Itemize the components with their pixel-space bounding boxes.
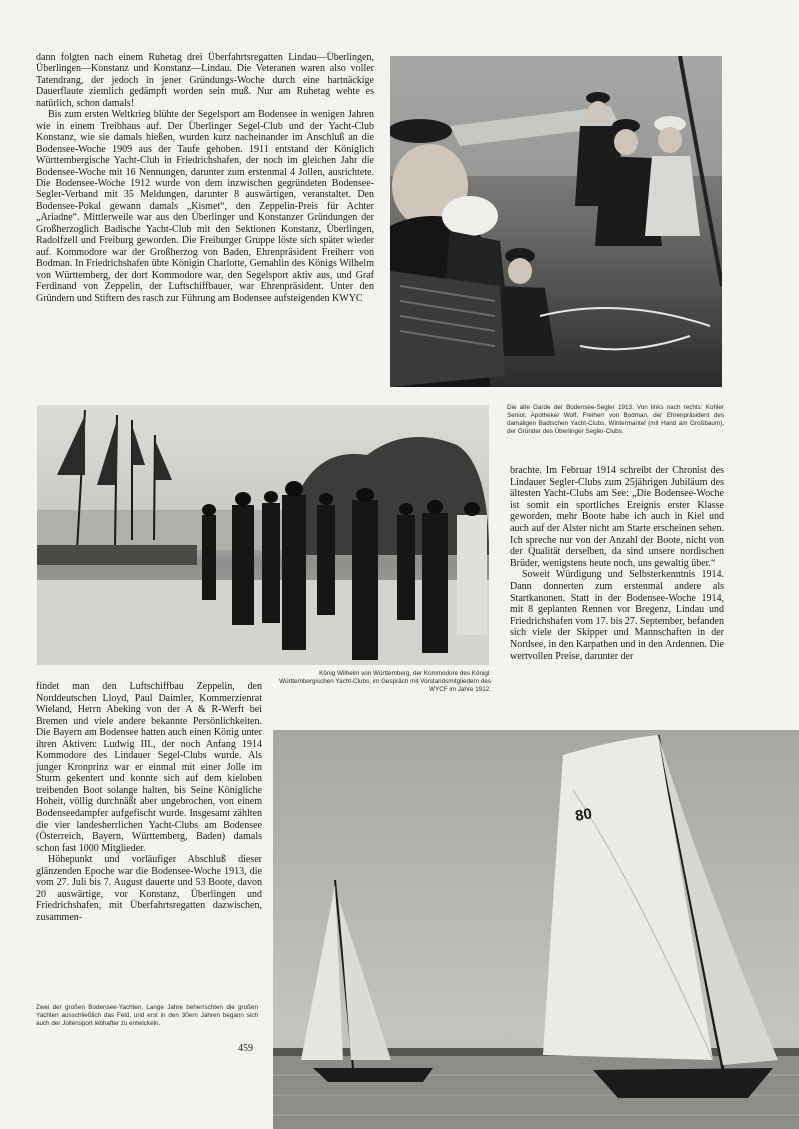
photo-two-yachts	[273, 730, 799, 1129]
text-column-right	[510, 465, 724, 662]
caption-photo-2: König Wilhelm von Württemberg, der Kommodore des Königl. Württembergischen Yacht-Clubs, im Gespräch mit Vorstandsmitgliedern des WYCF im Jahre 1912.	[279, 670, 491, 693]
photo-king-wilhelm-meeting	[37, 405, 489, 665]
paragraph: dann folgten nach einem Ruhetag drei Überfahrtsregatten Lindau—Überlingen, Überlingen—Konstanz und Konstanz—Lindau. Die Veteranen waren also voller Tatendrang, der jedoch in jener Gründungs-Woche durch eine hartnäckige Dauerflaute ziemlich gedämpft worden sein muß. Nur am Ruhetag wehte es natürlich, schon damals!	[36, 52, 374, 109]
sail-number: 80	[573, 805, 594, 825]
paragraph: brachte. Im Februar 1914 schreibt der Chronist des Lindauer Segler-Clubs zum 25jährigen Jubiläum des ältesten Yacht-Clubs am See: „Die Bodensee-Woche ist somit ein sportliches Ereignis erster Klasse geworden, mehr Boote habe ich auch in Kiel und auch auf der Alster nicht am Starte erscheinen sehen. Ich spreche nur von der Anzahl der Boote, nicht von der Qualität derselben, da sind unsere nordischen Brüder, wenigstens heute noch, uns gewaltig über.“	[510, 465, 724, 569]
text-column-top-left	[36, 52, 374, 304]
paragraph: Soweit Würdigung und Selbsterkenntnis 1914. Dann donnerten zum erstenmal andere als Startkanonen. Statt in der Bodensee-Woche 1914, mit 8 geplanten Rennen vor Bregenz, Lindau und Friedrichshafen vom 17. bis 27. September, befanden sich viele der Skipper und Mannschaften in der Nordsee, in den Karpathen und in den Ardennen. Die wertvollen Preise, darunter der	[510, 569, 724, 662]
page-number: 459	[238, 1043, 253, 1054]
caption-photo-1: Die alte Garde der Bodensee-Segler 1913. Von links nach rechts: Kohler Senior, Apotheker Wolf, Freiherr von Bodman, der Ehrenpräsident des damaligen Badischen Yacht-Clubs, Wintermantel (mit Hand am Großbaum), der Gründer des Überlinger Segler-Clubs.	[507, 404, 724, 435]
text-column-bottom-left	[36, 681, 262, 923]
paragraph: Höhepunkt und vorläufiger Abschluß dieser glänzenden Epoche war die Bodensee-Woche 1913, die vom 27. Juli bis 7. August dauerte und 53 Boote, davon 20 auswärtige, vor Konstanz, Überlingen und Friedrichshafen, mit Überfahrtsregatten dazwischen, zusammen-	[36, 854, 262, 923]
photo-old-guard-sailors	[390, 56, 722, 387]
paragraph: findet man den Luftschiffbau Zeppelin, den Norddeutschen Lloyd, Paul Daimler, Kommerzienrat Wieland, Herrn Abeking von der A & R-Werft bei Bremen und viele andere bekannte Persönlichkeiten. Die Bayern am Bodensee hatten auch einen König unter ihren Aktiven: Ludwig III., der noch Anfang 1914 Kommodore des Lindauer Segel-Clubs wurde. Als junger Kronprinz war er einmal mit einer Jolle im Sturm gekentert und konnte sich auf dem kieloben treibenden Boot solange halten, bis Seine Königliche Hoheit, völlig durchnäßt aber ungebrochen, von einem Bodenseedampfer aufgefischt wurde. Insgesamt zählten die vier landesherrlichen Yacht-Clubs am Bodensee (Österreich, Bayern, Württemberg, Baden) damals schon fast 1000 Mitglieder.	[36, 681, 262, 854]
caption-photo-3: Zwei der großen Bodensee-Yachten. Lange Jahre beherrschten die großen Yachten ausschließlich das Feld, und erst in den 30ern Jahren begann sich auch der Jollensport lebhafter zu entwickeln.	[36, 1004, 258, 1027]
paragraph: Bis zum ersten Weltkrieg blühte der Segelsport am Bodensee in wenigen Jahren wie in einem Treibhaus auf. Der Überlinger Segel-Club und der Yacht-Club Konstanz, wie sie damals hießen, wurden kurz nacheinander im Anschluß an die Bodensee-Woche 1909 aus der Taufe gehoben. 1911 entstand der Königlich Württembergische Yacht-Club in Friedrichshafen, der noch im gleichen Jahr die Bodensee-Woche mit 16 Nennungen, darunter zum erstenmal 4 Jollen, ausrichtete. Die Bodensee-Woche 1912 wurde von dem inzwischen gegründeten Bodensee-Segler-Verband mit 35 Meldungen, darunter 8 auswärtigen, veranstaltet. Den Bodensee-Pokal gewann damals „Kismet“, den Zeppelin-Preis für Achter „Ariadne“. Mittlerweile war aus den Überlinger und Konstanzer Gründungen der Großherzoglich Badische Yacht-Club mit den Sektionen Konstanz, Überlingen, Radolfzell und Freiburg geworden. Die Freiburger Gruppe löste sich später wieder auf. Kommodore war der Großherzog von Baden, Ehrenpräsident Freiherr von Bodman. In Friedrichshafen übte Königin Charlotte, Gemahlin des Königs Wilhelm von Württemberg, der dort Kommodore war, den Segelsport aktiv aus, und Graf Ferdinand von Zeppelin, der Luftschiffbauer, war Ehrenpräsident. Unter den Gründern und Stiftern des rasch zur Führung am Bodensee aufsteigenden KWYC	[36, 109, 374, 304]
